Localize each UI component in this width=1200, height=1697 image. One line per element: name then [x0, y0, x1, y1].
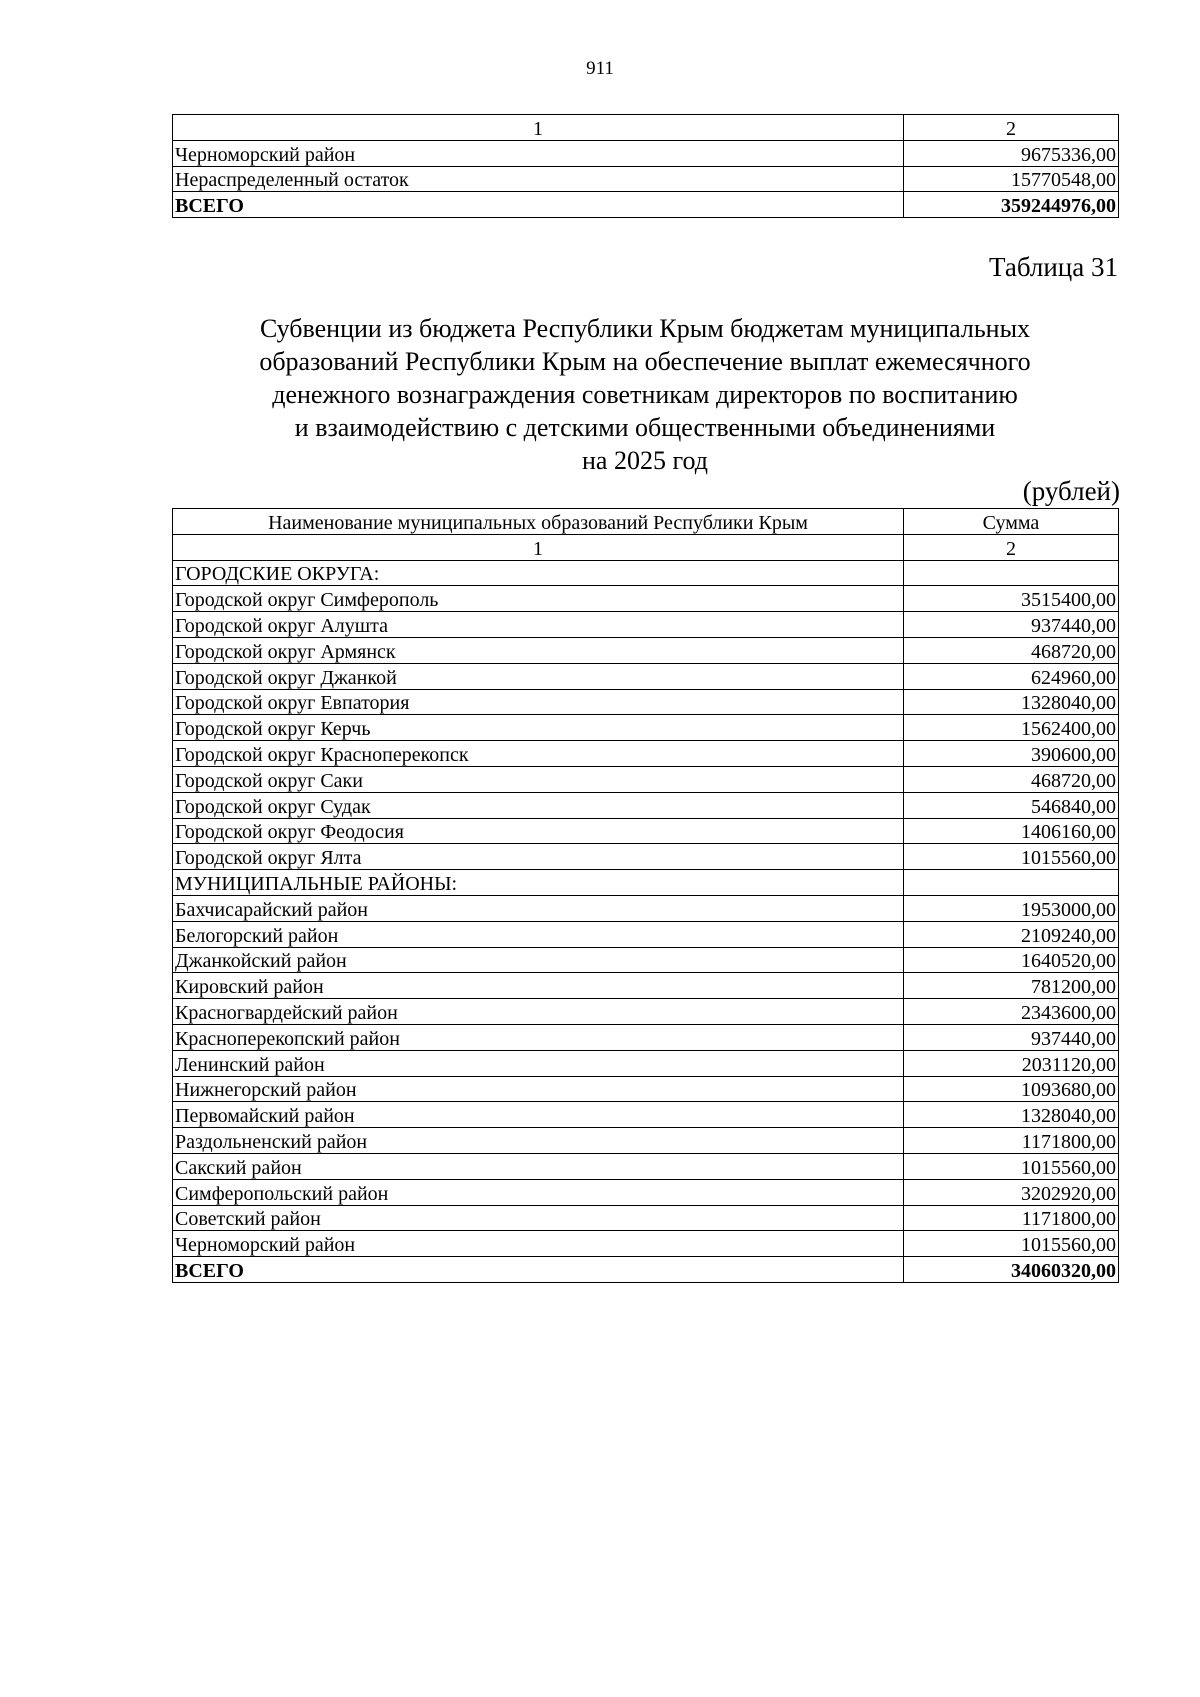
- amount-value: 1328040,00: [904, 1102, 1119, 1128]
- amount-value: 3202920,00: [904, 1179, 1119, 1205]
- total-amount: 359244976,00: [904, 192, 1119, 218]
- amount-value: 1015560,00: [904, 1153, 1119, 1179]
- header-row: [173, 509, 1119, 535]
- table-row: [173, 1024, 1119, 1050]
- amount-value: 1328040,00: [904, 689, 1119, 715]
- municipality-name: Красноперекопский район: [173, 1024, 904, 1050]
- table-row: [173, 921, 1119, 947]
- units-label: (рублей): [1022, 476, 1120, 506]
- municipality-name: Бахчисарайский район: [173, 895, 904, 921]
- amount-value: 1015560,00: [904, 1231, 1119, 1257]
- table-row: [173, 1179, 1119, 1205]
- table-row: [173, 140, 1119, 166]
- title-line: на 2025 год: [582, 446, 708, 475]
- amount-value: 1562400,00: [904, 715, 1119, 741]
- table-row: [173, 637, 1119, 663]
- municipality-name: Городской округ Судак: [173, 792, 904, 818]
- section-label: ГОРОДСКИЕ ОКРУГА:: [173, 560, 904, 586]
- title-line: образований Республики Крым на обеспечение выплат ежемесячного: [259, 347, 1031, 376]
- table-row: [173, 1102, 1119, 1128]
- table-row: [173, 766, 1119, 792]
- column-number: 2: [904, 115, 1119, 141]
- amount-value: 781200,00: [904, 973, 1119, 999]
- table-row: [173, 792, 1119, 818]
- amount-value: 468720,00: [904, 766, 1119, 792]
- amount-value: 546840,00: [904, 792, 1119, 818]
- subvention-table: [172, 508, 1119, 1283]
- table-title: [150, 312, 1140, 477]
- title-line: Субвенции из бюджета Республики Крым бюджетам муниципальных: [259, 314, 1031, 343]
- municipality-name: Черноморский район: [173, 140, 904, 166]
- total-row: [173, 1257, 1119, 1283]
- municipality-name: Городской округ Евпатория: [173, 689, 904, 715]
- amount-value: 390600,00: [904, 741, 1119, 767]
- amount-value: 937440,00: [904, 612, 1119, 638]
- section-header-row: [173, 870, 1119, 896]
- continued-budget-table: [172, 114, 1119, 218]
- amount-value: 1640520,00: [904, 947, 1119, 973]
- municipality-name: Кировский район: [173, 973, 904, 999]
- municipality-name: Ленинский район: [173, 1050, 904, 1076]
- table-row: [173, 1153, 1119, 1179]
- page-number: 911: [586, 58, 614, 79]
- amount-value: 3515400,00: [904, 586, 1119, 612]
- table-row: [173, 1050, 1119, 1076]
- table-row: [173, 715, 1119, 741]
- table-row: [173, 741, 1119, 767]
- column-header-name: Наименование муниципальных образований Республики Крым: [173, 509, 904, 535]
- table-row: [173, 1205, 1119, 1231]
- municipality-name: Первомайский район: [173, 1102, 904, 1128]
- table-row: [173, 1076, 1119, 1102]
- empty-cell: [904, 560, 1119, 586]
- title-line: и взаимодействию с детскими общественными объединениями: [294, 413, 996, 442]
- title-line: денежного вознаграждения советникам директоров по воспитанию: [272, 380, 1018, 409]
- amount-value: 468720,00: [904, 637, 1119, 663]
- amount-value: 2343600,00: [904, 999, 1119, 1025]
- table-row: [173, 844, 1119, 870]
- table-row: [173, 586, 1119, 612]
- municipality-name: Городской округ Армянск: [173, 637, 904, 663]
- table-row: [173, 818, 1119, 844]
- amount-value: 937440,00: [904, 1024, 1119, 1050]
- municipality-name: Советский район: [173, 1205, 904, 1231]
- table-row: [173, 612, 1119, 638]
- amount-value: 9675336,00: [904, 140, 1119, 166]
- municipality-name: Черноморский район: [173, 1231, 904, 1257]
- column-number: 1: [173, 115, 904, 141]
- column-number-row: [173, 115, 1119, 141]
- section-label: МУНИЦИПАЛЬНЫЕ РАЙОНЫ:: [173, 870, 904, 896]
- municipality-name: Городской округ Алушта: [173, 612, 904, 638]
- municipality-name: Джанкойский район: [173, 947, 904, 973]
- table-row: [173, 895, 1119, 921]
- municipality-name: Нижнегорский район: [173, 1076, 904, 1102]
- amount-value: 1406160,00: [904, 818, 1119, 844]
- table-row: [173, 1128, 1119, 1154]
- table-row: [173, 973, 1119, 999]
- table-row: [173, 1231, 1119, 1257]
- table-row: [173, 689, 1119, 715]
- amount-value: 1171800,00: [904, 1128, 1119, 1154]
- total-label: ВСЕГО: [173, 1257, 904, 1283]
- municipality-name: Городской округ Саки: [173, 766, 904, 792]
- amount-value: 15770548,00: [904, 166, 1119, 192]
- amount-value: 624960,00: [904, 663, 1119, 689]
- municipality-name: Городской округ Джанкой: [173, 663, 904, 689]
- municipality-name: Городской округ Керчь: [173, 715, 904, 741]
- amount-value: 1015560,00: [904, 844, 1119, 870]
- municipality-name: Городской округ Красноперекопск: [173, 741, 904, 767]
- municipality-name: Городской округ Симферополь: [173, 586, 904, 612]
- table-row: [173, 166, 1119, 192]
- empty-cell: [904, 870, 1119, 896]
- table-label: Таблица 31: [989, 252, 1118, 282]
- municipality-name: Сакский район: [173, 1153, 904, 1179]
- amount-value: 1953000,00: [904, 895, 1119, 921]
- municipality-name: Белогорский район: [173, 921, 904, 947]
- table-row: [173, 663, 1119, 689]
- total-label: ВСЕГО: [173, 192, 904, 218]
- amount-value: 2109240,00: [904, 921, 1119, 947]
- section-header-row: [173, 560, 1119, 586]
- column-header-amount: Сумма: [904, 509, 1119, 535]
- column-number: 1: [173, 534, 904, 560]
- total-amount: 34060320,00: [904, 1257, 1119, 1283]
- table-row: [173, 947, 1119, 973]
- column-number: 2: [904, 534, 1119, 560]
- amount-value: 1093680,00: [904, 1076, 1119, 1102]
- amount-value: 2031120,00: [904, 1050, 1119, 1076]
- municipality-name: Раздольненский район: [173, 1128, 904, 1154]
- table-row: [173, 999, 1119, 1025]
- amount-value: 1171800,00: [904, 1205, 1119, 1231]
- municipality-name: Городской округ Феодосия: [173, 818, 904, 844]
- municipality-name: Нераспределенный остаток: [173, 166, 904, 192]
- total-row: [173, 192, 1119, 218]
- column-number-row: [173, 534, 1119, 560]
- municipality-name: Симферопольский район: [173, 1179, 904, 1205]
- municipality-name: Красногвардейский район: [173, 999, 904, 1025]
- municipality-name: Городской округ Ялта: [173, 844, 904, 870]
